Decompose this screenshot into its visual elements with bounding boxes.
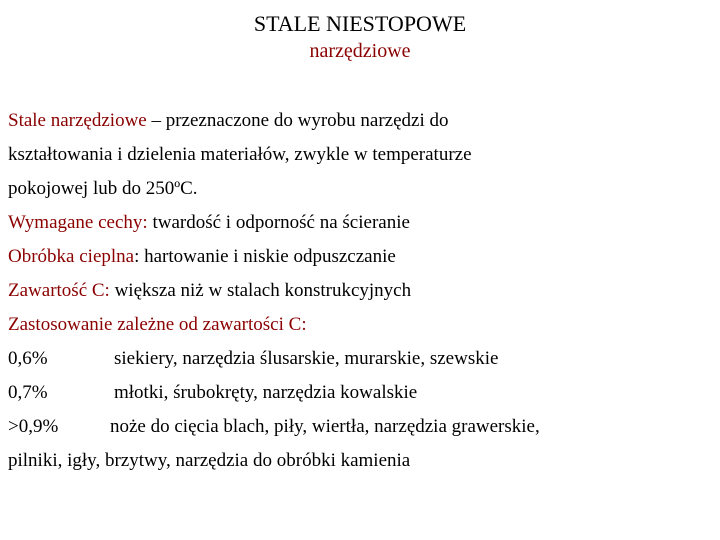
- heat-treatment-paragraph: [8, 240, 713, 274]
- carbon-label: Zawartość C:: [8, 280, 110, 301]
- title-subtitle: narzędziowe: [309, 40, 411, 62]
- use-carbon-value: 0,7%: [8, 382, 48, 403]
- use-row: [8, 376, 713, 410]
- title-main: STALE NIESTOPOWE: [253, 11, 467, 36]
- use-description: siekiery, narzędzia ślusarskie, murarskie, szewskie: [114, 348, 499, 369]
- use-carbon-value: 0,6%: [8, 348, 48, 369]
- use-row: [8, 410, 713, 478]
- definition-paragraph: [8, 104, 713, 206]
- slide-title: [0, 10, 720, 64]
- application-label: Zastosowanie zależne od zawartości C:: [8, 314, 307, 335]
- carbon-text: większa niż w stalach konstrukcyjnych: [109, 280, 412, 301]
- heat-treatment-label: Obróbka cieplna: [8, 246, 135, 267]
- features-label: Wymagane cechy:: [8, 212, 148, 233]
- use-carbon-value: >0,9%: [8, 416, 59, 437]
- definition-line-2: kształtowania i dzielenia materiałów, zwykle w temperaturze: [8, 144, 472, 165]
- carbon-paragraph: [8, 274, 713, 308]
- heat-treatment-text: : hartowanie i niskie odpuszczanie: [134, 246, 396, 267]
- definition-term: Stale narzędziowe: [8, 110, 147, 131]
- features-text: twardość i odporność na ścieranie: [147, 212, 410, 233]
- use-row: [8, 342, 713, 376]
- definition-line-1: – przeznaczone do wyrobu narzędzi do: [146, 110, 449, 131]
- features-paragraph: [8, 206, 713, 240]
- use-description-continued: pilniki, igły, brzytwy, narzędzia do obróbki kamienia: [8, 450, 411, 471]
- use-description: młotki, śrubokręty, narzędzia kowalskie: [114, 382, 418, 403]
- slide-body: [8, 104, 713, 478]
- definition-line-3: pokojowej lub do 250ºC.: [8, 178, 198, 199]
- application-paragraph: [8, 308, 713, 342]
- use-description: noże do cięcia blach, piły, wiertła, narzędzia grawerskie,: [110, 416, 540, 437]
